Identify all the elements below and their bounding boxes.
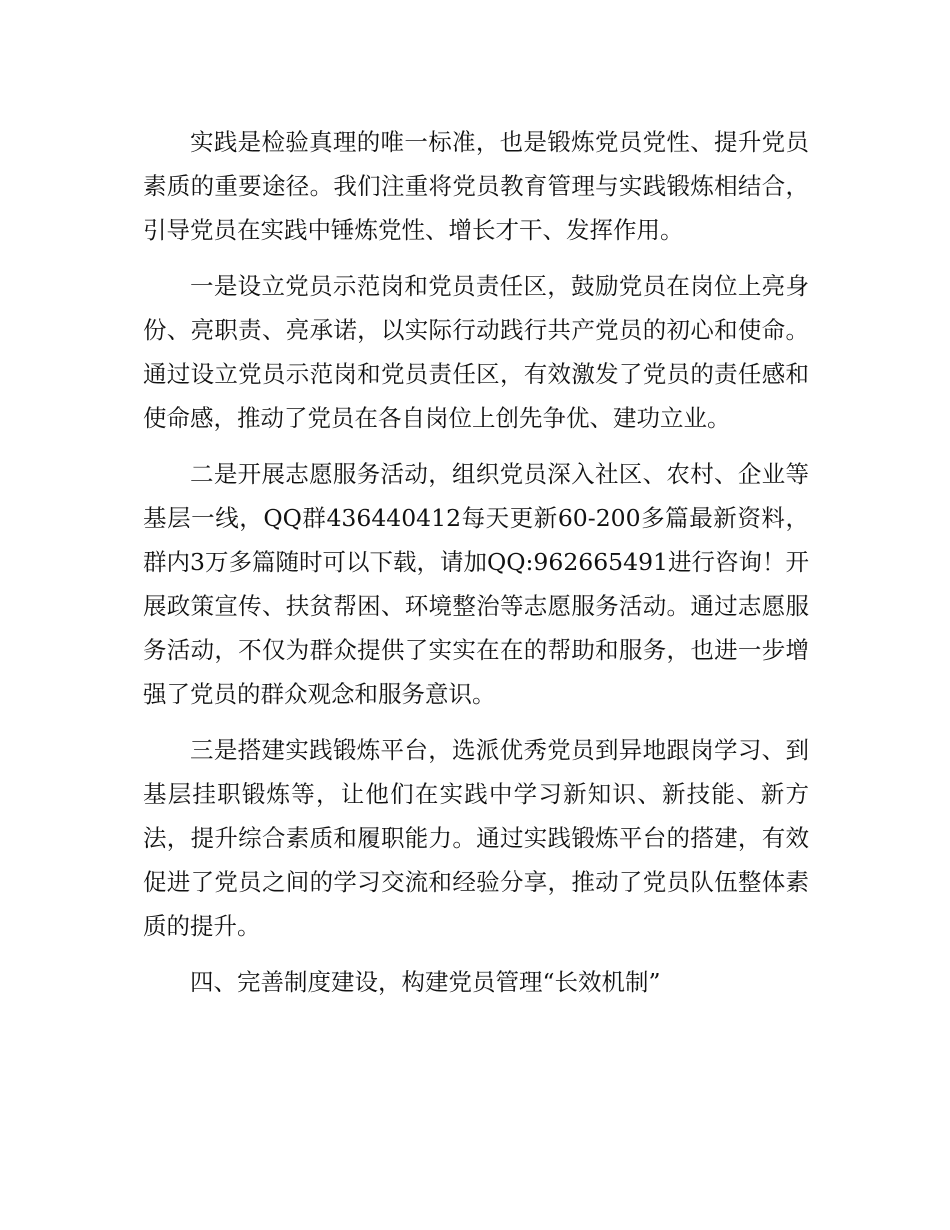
body-paragraph-1: 实践是检验真理的唯一标准，也是锻炼党员党性、提升党员素质的重要途径。我们注重将党员教育管理与实践锻炼相结合，引导党员在实践中锤炼党性、增长才干、发挥作用。 [143, 128, 809, 244]
body-paragraph-4: 三是搭建实践锻炼平台，选派优秀党员到异地跟岗学习、到基层挂职锻炼等，让他们在实践中学习新知识、新技能、新方法，提升综合素质和履职能力。通过实践锻炼平台的搭建，有效促进了党员之间的学习交流和经验分享，推动了党员队伍整体素质的提升。 [143, 736, 809, 940]
body-paragraph-3: 二是开展志愿服务活动，组织党员深入社区、农村、企业等基层一线，QQ群436440412每天更新60-200多篇最新资料，群内3万多篇随时可以下载，请加QQ:962665491进行咨询！开展政策宣传、扶贫帮困、环境整治等志愿服务活动。通过志愿服务活动，不仅为群众提供了实实在在的帮助和服务，也进一步增强了党员的群众观念和服务意识。 [143, 460, 809, 708]
body-paragraph-2: 一是设立党员示范岗和党员责任区，鼓励党员在岗位上亮身份、亮职责、亮承诺，以实际行动践行共产党员的初心和使命。通过设立党员示范岗和党员责任区，有效激发了党员的责任感和使命感，推动了党员在各自岗位上创先争优、建功立业。 [143, 272, 809, 432]
document-page [143, 120, 809, 1016]
section-heading: 四、完善制度建设，构建党员管理“长效机制” [190, 968, 661, 996]
